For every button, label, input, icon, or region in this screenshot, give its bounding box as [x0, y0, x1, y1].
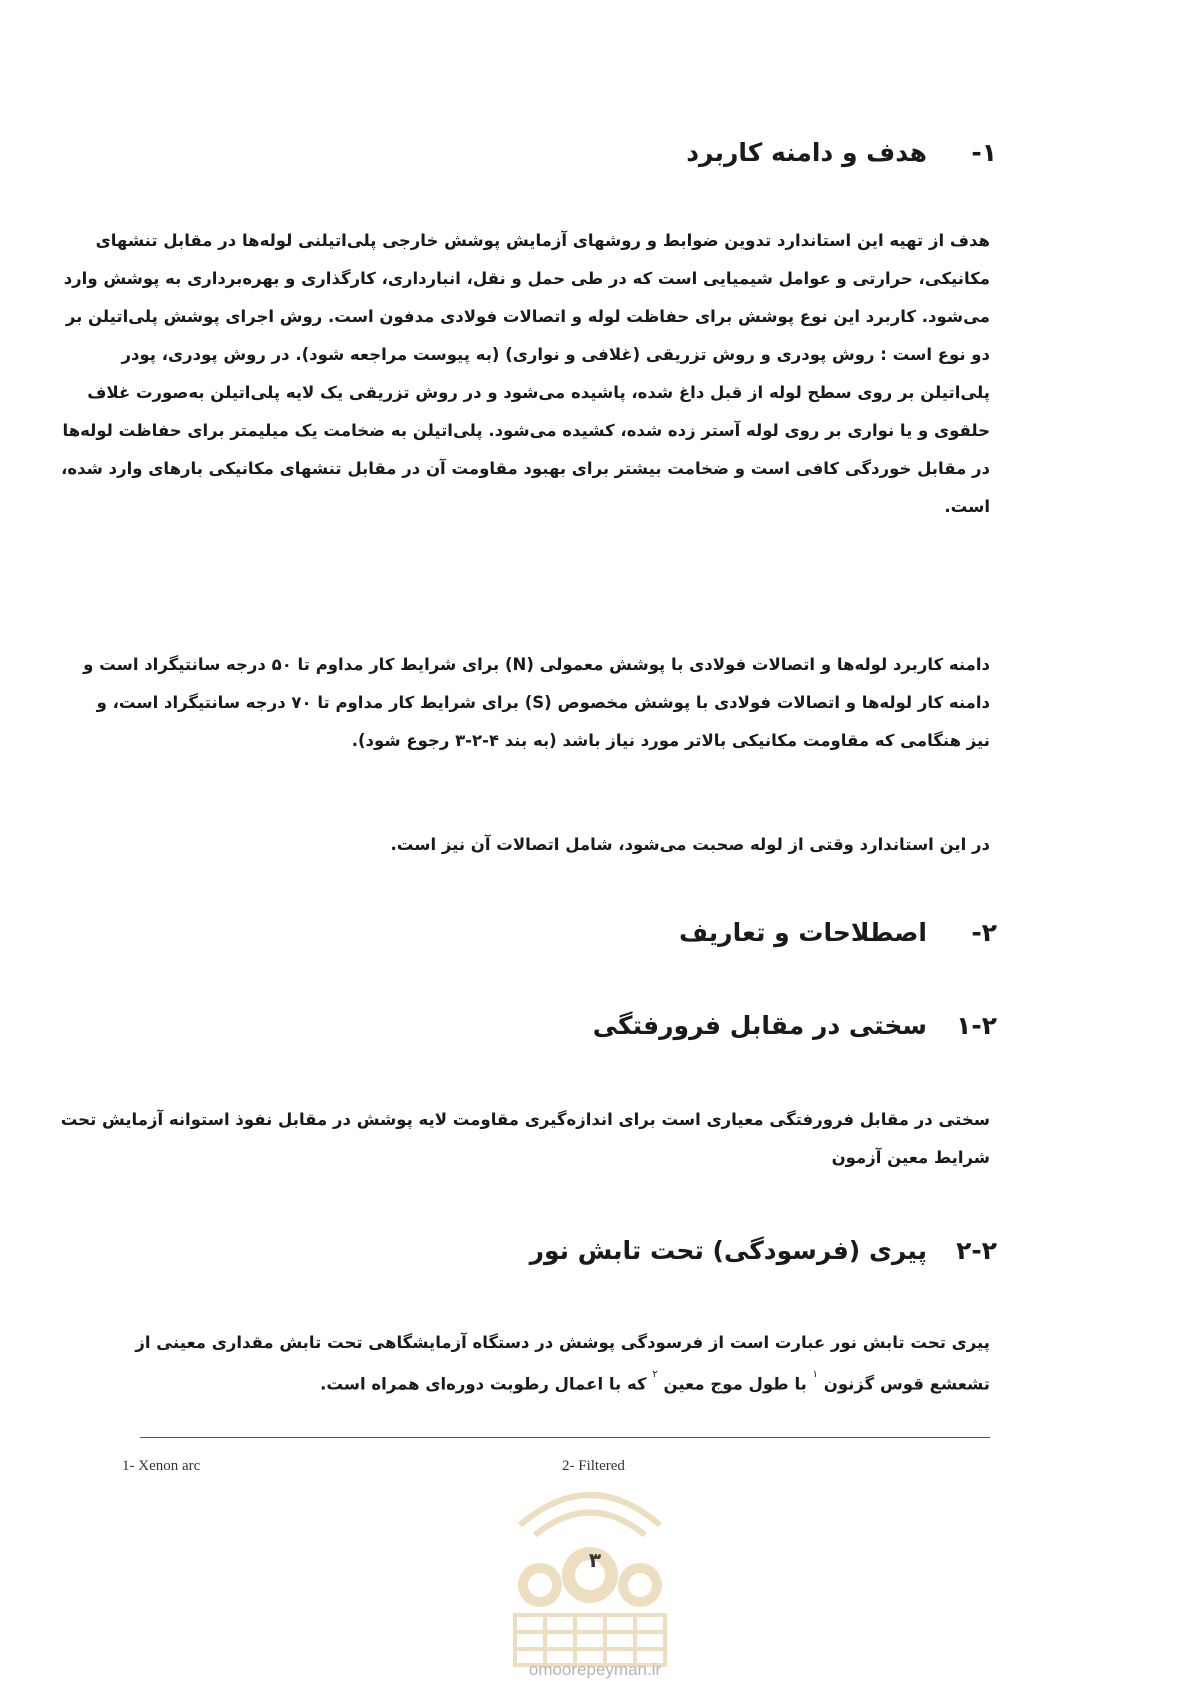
- paragraph-light-aging: [135, 1324, 990, 1404]
- section-number: ۱-: [971, 138, 997, 167]
- footnote-marker: ۲: [652, 1369, 658, 1380]
- text-segment: با طول موج معین: [663, 1374, 807, 1394]
- paragraph-line: در مقابل خوردگی کافی است و ضخامت بیشتر برای بهبود مقاومت آن در مقابل تنشهای مکانیکی بارهای وارد شده،: [61, 459, 990, 478]
- paragraph-line: نیز هنگامی که مقاومت مکانیکی بالاتر مورد نیاز باشد (به بند ۴-۲-۳ رجوع شود).: [351, 731, 990, 750]
- paragraph-line: می‌شود. کاربرد این نوع پوشش برای حفاظت لوله و اتصالات فولادی مدفون است. روش اجرای پوشش پلی‌اتیلن بر: [65, 307, 990, 326]
- paragraph-line: در این استاندارد وقتی از لوله صحبت می‌شود، شامل اتصالات آن نیز است.: [390, 835, 990, 854]
- paragraph-indentation-hardness: [60, 1101, 990, 1177]
- paragraph-line: دو نوع است : روش پودری و روش تزریقی (غلافی و نواری) (به پیوست مراجعه شود). در روش پودری، پودر: [121, 345, 990, 364]
- paragraph-line: پیری تحت تابش نور عبارت است از فرسودگی پوشش در دستگاه آزمایشگاهی تحت تابش مقداری معینی از: [135, 1333, 990, 1352]
- paragraph-line: حلقوی و یا نواری بر روی لوله آستر زده شده، کشیده می‌شود. پلی‌اتیلن به ضخامت یک میلیمتر برای حفاظت لوله‌ها: [62, 421, 990, 440]
- section-title: هدف و دامنه کاربرد: [686, 138, 927, 167]
- section-title: اصطلاحات و تعاریف: [679, 918, 927, 947]
- paragraph-pipe-note: [140, 826, 990, 864]
- footnote-1: 1- Xenon arc: [122, 1458, 201, 1474]
- paragraph-line: [140, 1362, 990, 1404]
- paragraph-line: دامنه کاربرد لوله‌ها و اتصالات فولادی با پوشش معمولی (N) برای شرایط کار مداوم تا ۵۰ درجه سانتیگراد است و: [83, 655, 990, 674]
- paragraph-line: دامنه کار لوله‌ها و اتصالات فولادی با پوشش مخصوص (S) برای شرایط کار مداوم تا ۷۰ درجه سانتیگراد است، و: [96, 693, 990, 712]
- page-number: ۳: [588, 1548, 602, 1572]
- paragraph-line: مکانیکی، حرارتی و عوامل شیمیایی است که در طی حمل و نقل، انبارداری، کارگذاری و بهره‌برداری به پوشش وارد: [63, 269, 990, 288]
- paragraph-purpose: [61, 222, 990, 526]
- footnote-2: 2- Filtered: [562, 1458, 625, 1474]
- section-number: ۲-: [971, 918, 997, 947]
- section-title: پیری (فرسودگی) تحت تابش نور: [529, 1236, 927, 1265]
- paragraph-line: سختی در مقابل فرورفتگی معیاری است برای اندازه‌گیری مقاومت لایه پوشش در مقابل نفوذ استوانه آزمایش تحت: [60, 1110, 990, 1129]
- section-heading-2-2: [530, 1236, 997, 1265]
- footnote-divider: [140, 1437, 990, 1438]
- section-heading-2: [679, 918, 997, 947]
- section-number: ۱-۲: [956, 1011, 997, 1040]
- section-heading-1: [686, 138, 997, 167]
- text-segment: تشعشع قوس گزنون: [823, 1374, 990, 1394]
- paragraph-line: هدف از تهیه این استاندارد تدوین ضوابط و روشهای آزمایش پوشش خارجی پلی‌اتیلنی لوله‌ها در مقابل تنشهای: [95, 231, 990, 250]
- section-number: ۲-۲: [956, 1236, 997, 1265]
- footnote-marker: ۱: [812, 1369, 818, 1380]
- section-heading-2-1: [593, 1011, 997, 1040]
- paragraph-line: پلی‌اتیلن بر روی سطح لوله از قبل داغ شده، پاشیده می‌شود و در روش تزریقی یک لایه پلی‌اتیلن به‌صورت غلاف: [87, 383, 990, 402]
- section-title: سختی در مقابل فرورفتگی: [592, 1011, 927, 1040]
- text-segment: که با اعمال رطوبت دوره‌ای همراه است.: [320, 1374, 647, 1394]
- paragraph-line: شرایط معین آزمون: [831, 1148, 990, 1167]
- watermark-site-text: omoorepeyman.ir: [528, 1660, 662, 1679]
- paragraph-line: است.: [944, 497, 990, 516]
- paragraph-scope: [83, 646, 990, 760]
